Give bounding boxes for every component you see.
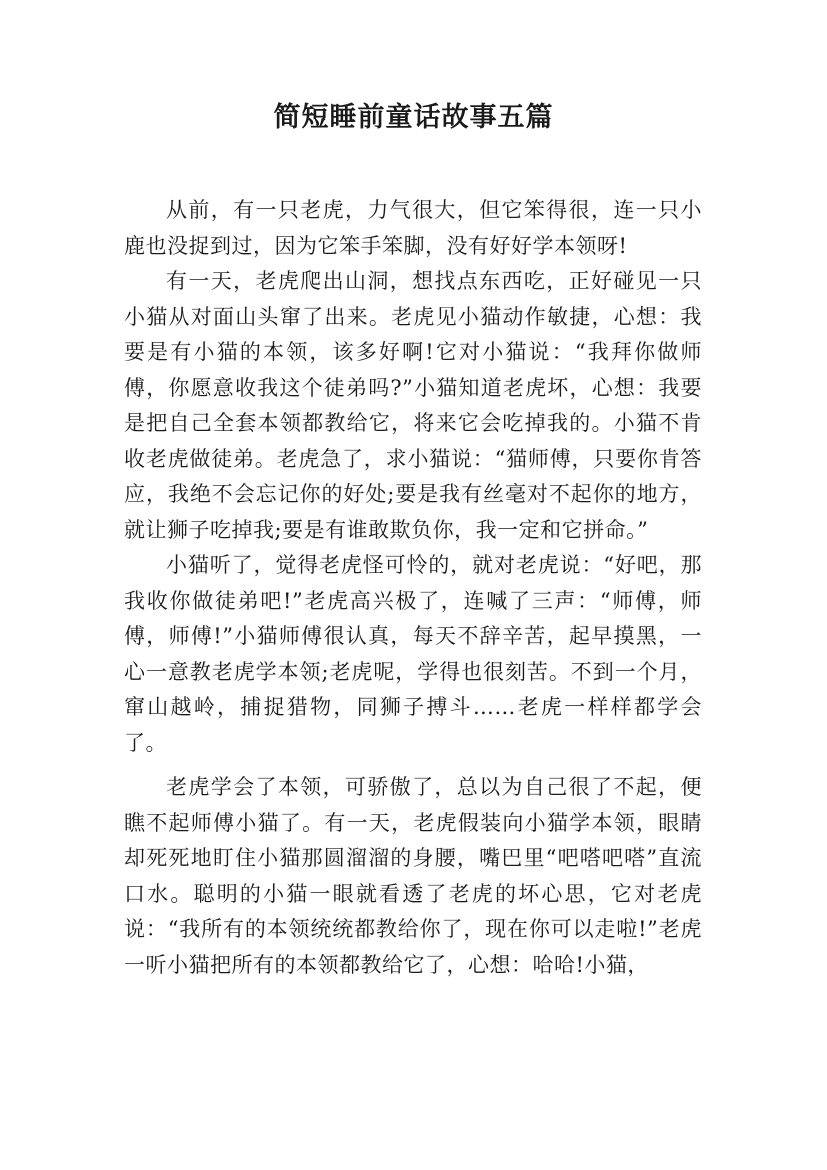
paragraph-4: 老虎学会了本领，可骄傲了，总以为自己很了不起，便瞧不起师傅小猫了。有一天，老虎假装向小猫学本领，眼睛却死死地盯住小猫那圆溜溜的身腰，嘴巴里“吧嗒吧嗒”直流口水。聪明的小猫一眼就看透了老虎的坏心思，它对老虎说：“我所有的本领统统都教给你了，现在你可以走啦!”老虎一听小猫把所有的本领都教给它了，心想：哈哈!小猫， (124, 775, 702, 977)
paragraph-2: 有一天，老虎爬出山洞，想找点东西吃，正好碰见一只小猫从对面山头窜了出来。老虎见小猫动作敏捷，心想：我要是有小猫的本领，该多好啊!它对小猫说：“我拜你做师傅，你愿意收我这个徒弟吗?”小猫知道老虎坏，心想：我要是把自己全套本领都教给它，将来它会吃掉我的。小猫不肯收老虎做徒弟。老虎急了，求小猫说：“猫师傅，只要你肯答应，我绝不会忘记你的好处;要是我有丝毫对不起你的地方，就让狮子吃掉我;要是有谁敢欺负你，我一定和它拼命。” (124, 269, 702, 542)
paragraph-3: 小猫听了，觉得老虎怪可怜的，就对老虎说：“好吧，那我收你做徒弟吧!”老虎高兴极了，连喊了三声：“师傅，师傅，师傅!”小猫师傅很认真，每天不辞辛苦，起早摸黑，一心一意教老虎学本领;老虎呢，学得也很刻苦。不到一个月，窜山越岭，捕捉猎物，同狮子搏斗……老虎一样样都学会了。 (124, 553, 702, 755)
document-body (124, 193, 702, 983)
paragraph-1: 从前，有一只老虎，力气很大，但它笨得很，连一只小鹿也没捉到过，因为它笨手笨脚，没有好好学本领呀! (124, 198, 702, 258)
document-title: 简短睡前童话故事五篇 (273, 102, 554, 133)
